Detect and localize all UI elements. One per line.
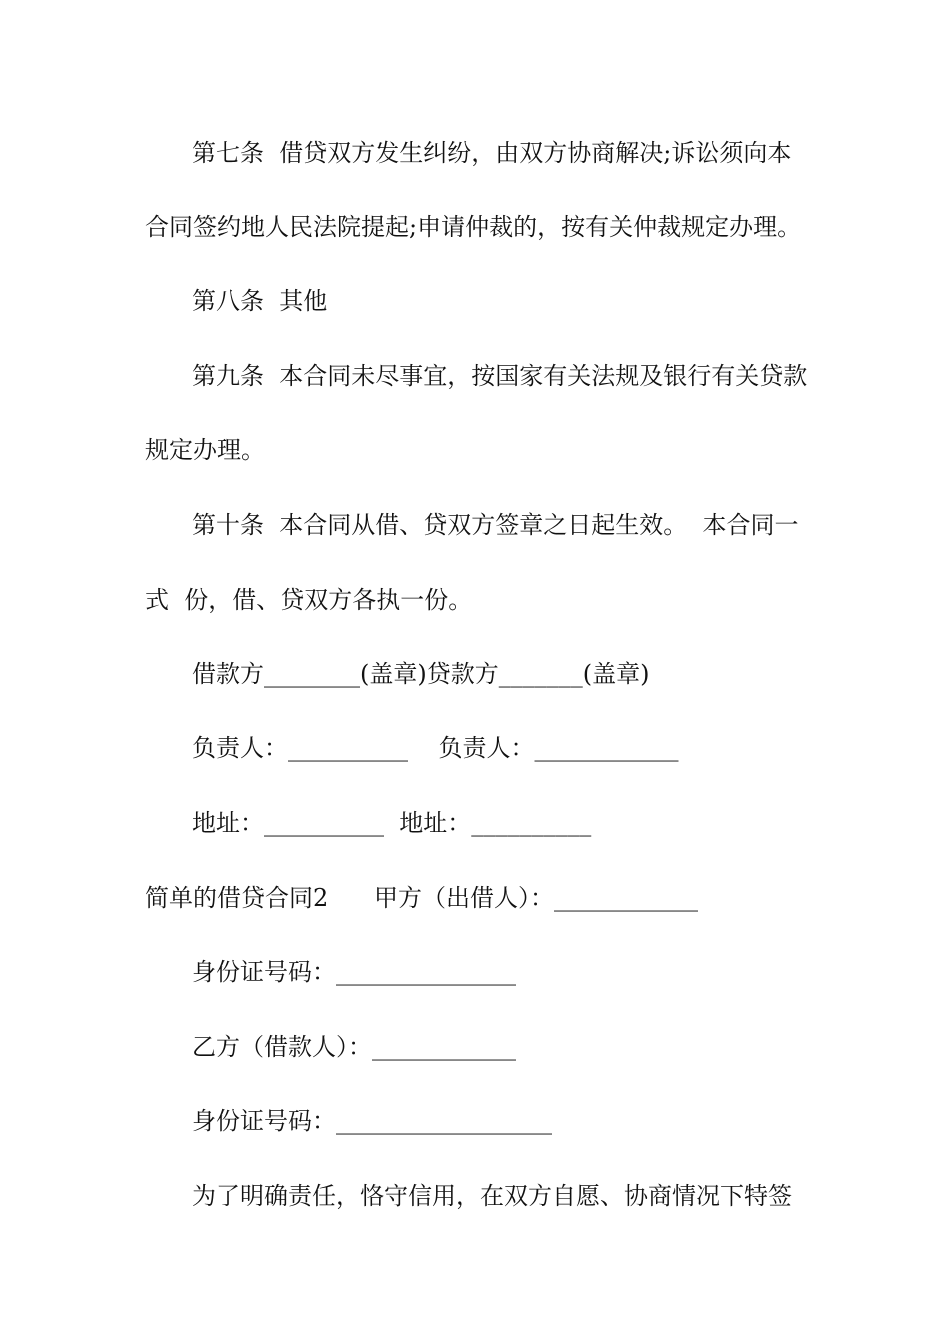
article-8-heading: 第八条 其他: [192, 287, 328, 315]
contract-2-title-line: 简单的借贷合同2 甲方（出借人）：____________: [145, 884, 699, 912]
address-line: 地址：__________ 地址：__________: [192, 809, 592, 837]
article-10-line-2: 式 份，借、贷双方各执一份。: [145, 586, 473, 614]
article-7-line-1: 第七条 借贷双方发生纠纷，由双方协商解决;诉讼须向本: [192, 139, 792, 167]
article-10-line-1: 第十条 本合同从借、贷双方签章之日起生效。 本合同一: [192, 511, 799, 539]
party-a-id-line: 身份证号码：_______________: [192, 958, 516, 986]
party-b-line: 乙方（借款人）：____________: [192, 1033, 516, 1061]
party-b-id-line: 身份证号码：__________________: [192, 1107, 552, 1135]
article-7-line-2: 合同签约地人民法院提起;申请仲裁的，按有关仲裁规定办理。: [145, 213, 802, 241]
preamble-line: 为了明确责任，恪守信用，在双方自愿、协商情况下特签: [192, 1182, 792, 1210]
responsible-person-line: 负责人：__________ 负责人：____________: [192, 734, 679, 762]
article-9-line-2: 规定办理。: [145, 436, 265, 464]
signature-parties-line: 借款方________(盖章)贷款方_______(盖章): [192, 660, 650, 688]
article-9-line-1: 第九条 本合同未尽事宜，按国家有关法规及银行有关贷款: [192, 362, 808, 390]
